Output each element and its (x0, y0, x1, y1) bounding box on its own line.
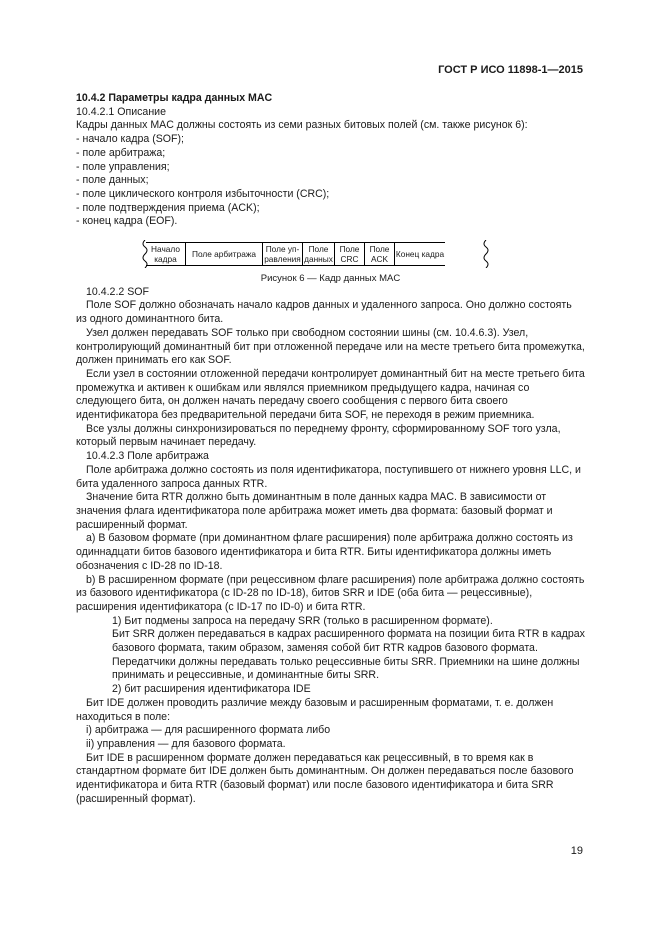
right-break-wave-icon (481, 240, 491, 268)
cell-arbitration: Поле арбитража (186, 242, 263, 266)
paragraph: Бит IDE в расширенном формате должен передаваться как рецессивный, в то время как в стандартном формате бит IDE должен быть доминантным. Он должен передаваться после базового идентификатора и бита RTR (базовый формат) или после базового идентификатора и бита SRR (расширенный формат). (76, 751, 574, 805)
subsection-description: 10.4.2.1 Описание (76, 105, 166, 118)
paragraph: Если узел в состоянии отложенной передачи контролирует доминантный бит на месте третьего бита промежутка и активен к ошибкам или являлся приемником предыдущего кадра, начиная со следующего бита, он должен начать передачу своего сообщения с первого бита своего идентификатора без предварительной передачи бита SOF, не переходя в режим приемника. (76, 367, 585, 422)
cell-ack: Поле ACK (365, 242, 395, 266)
list-item: 2) бит расширения идентификатора IDE (112, 683, 311, 696)
paragraph: Значение бита RTR должно быть доминантным в поле данных кадра MAC. В зависимости от значения флага идентификатора поле арбитража может иметь два формата: базовый формат и расширенный формат. (76, 491, 553, 531)
frame-diagram (146, 242, 445, 266)
cell-sof: Начало кадра (146, 242, 186, 266)
subsection-sof: 10.4.2.2 SOF (86, 285, 150, 298)
list-item: ii) управления — для базового формата. (86, 737, 286, 750)
list-item: 1) Бит подмены запроса на передачу SRR (только в расширенном формате). (112, 614, 493, 627)
cell-data: Поле данных (303, 242, 335, 266)
paragraph-description: Кадры данных MAC должны состоять из семи разных битовых полей (см. также рисунок 6): (76, 119, 528, 132)
paragraph: Поле SOF должно обозначать начало кадров данных и удаленного запроса. Оно должно состоять из одного доминантного бита. (76, 299, 572, 326)
paragraph: Поле арбитража должно состоять из поля идентификатора, поступившего от нижнего уровня LLC, и бита удаленного запроса данных RTR. (76, 463, 581, 490)
list-item: i) арбитража — для расширенного формата либо (86, 724, 331, 737)
document-header: ГОСТ Р ИСО 11898-1—2015 (438, 64, 583, 76)
paragraph: Узел должен передавать SOF только при свободном состоянии шины (см. 10.4.6.3). Узел, контролирующий доминантный бит при отложенной передаче или на месте третьего бита промежутка, должен принимать его как SOF. (76, 326, 585, 367)
paragraph: Бит SRR должен передаваться в кадрах расширенного формата на позиции бита RTR в кадрах базового формата, таким образом, заменяя собой бит RTR кадров базового формата. Передатчики должны передавать только рецессивные биты SRR. Приемники на шине должны принимать и рецессивные, и доминантные биты SRR. (112, 628, 585, 682)
cell-crc: Поле CRC (335, 242, 365, 266)
list-item: - поле подтверждения приема (ACK); (76, 201, 260, 214)
page-number: 19 (570, 845, 583, 857)
paragraph: b) В расширенном формате (при рецессивном флаге расширения) поле арбитража должно состоять из базового идентификатора (с ID-28 по ID-18), битов SRR и IDE (оба бита — рецессивные), расширения идентификатора (с ID-17 по ID-0) и бита RTR. (76, 573, 585, 613)
list-item: - поле циклического контроля избыточности (CRC); (76, 187, 330, 200)
list-item: - конец кадра (EOF). (76, 215, 178, 228)
list-item: - начало кадра (SOF); (76, 133, 184, 146)
paragraph: Бит IDE должен проводить различие между базовым и расширенным форматами, т. е. должен находиться в поле: (76, 696, 554, 723)
list-item: - поле арбитража; (76, 146, 166, 159)
cell-eof: Конец кадра (395, 242, 445, 266)
figure-caption: Рисунок 6 — Кадр данных MAC (260, 273, 401, 285)
section-title: 10.4.2 Параметры кадра данных MAC (76, 92, 273, 104)
subsection-arbitration: 10.4.2.3 Поле арбитража (86, 450, 209, 463)
paragraph: Все узлы должны синхронизироваться по переднему фронту, сформированному SOF того узла, который первым начинает передачу. (76, 422, 561, 449)
page-content (76, 92, 585, 806)
cell-control: Поле уп-равления (263, 242, 303, 266)
paragraph: а) В базовом формате (при доминантном флаге расширения) поле арбитража должно состоять из одиннадцати битов базового идентификатора и бита RTR. Биты идентификатора должны иметь обозначения с ID-28 по ID-18. (76, 532, 573, 572)
list-item: - поле данных; (76, 174, 149, 187)
list-item: - поле управления; (76, 160, 170, 173)
frame-figure (76, 242, 585, 272)
